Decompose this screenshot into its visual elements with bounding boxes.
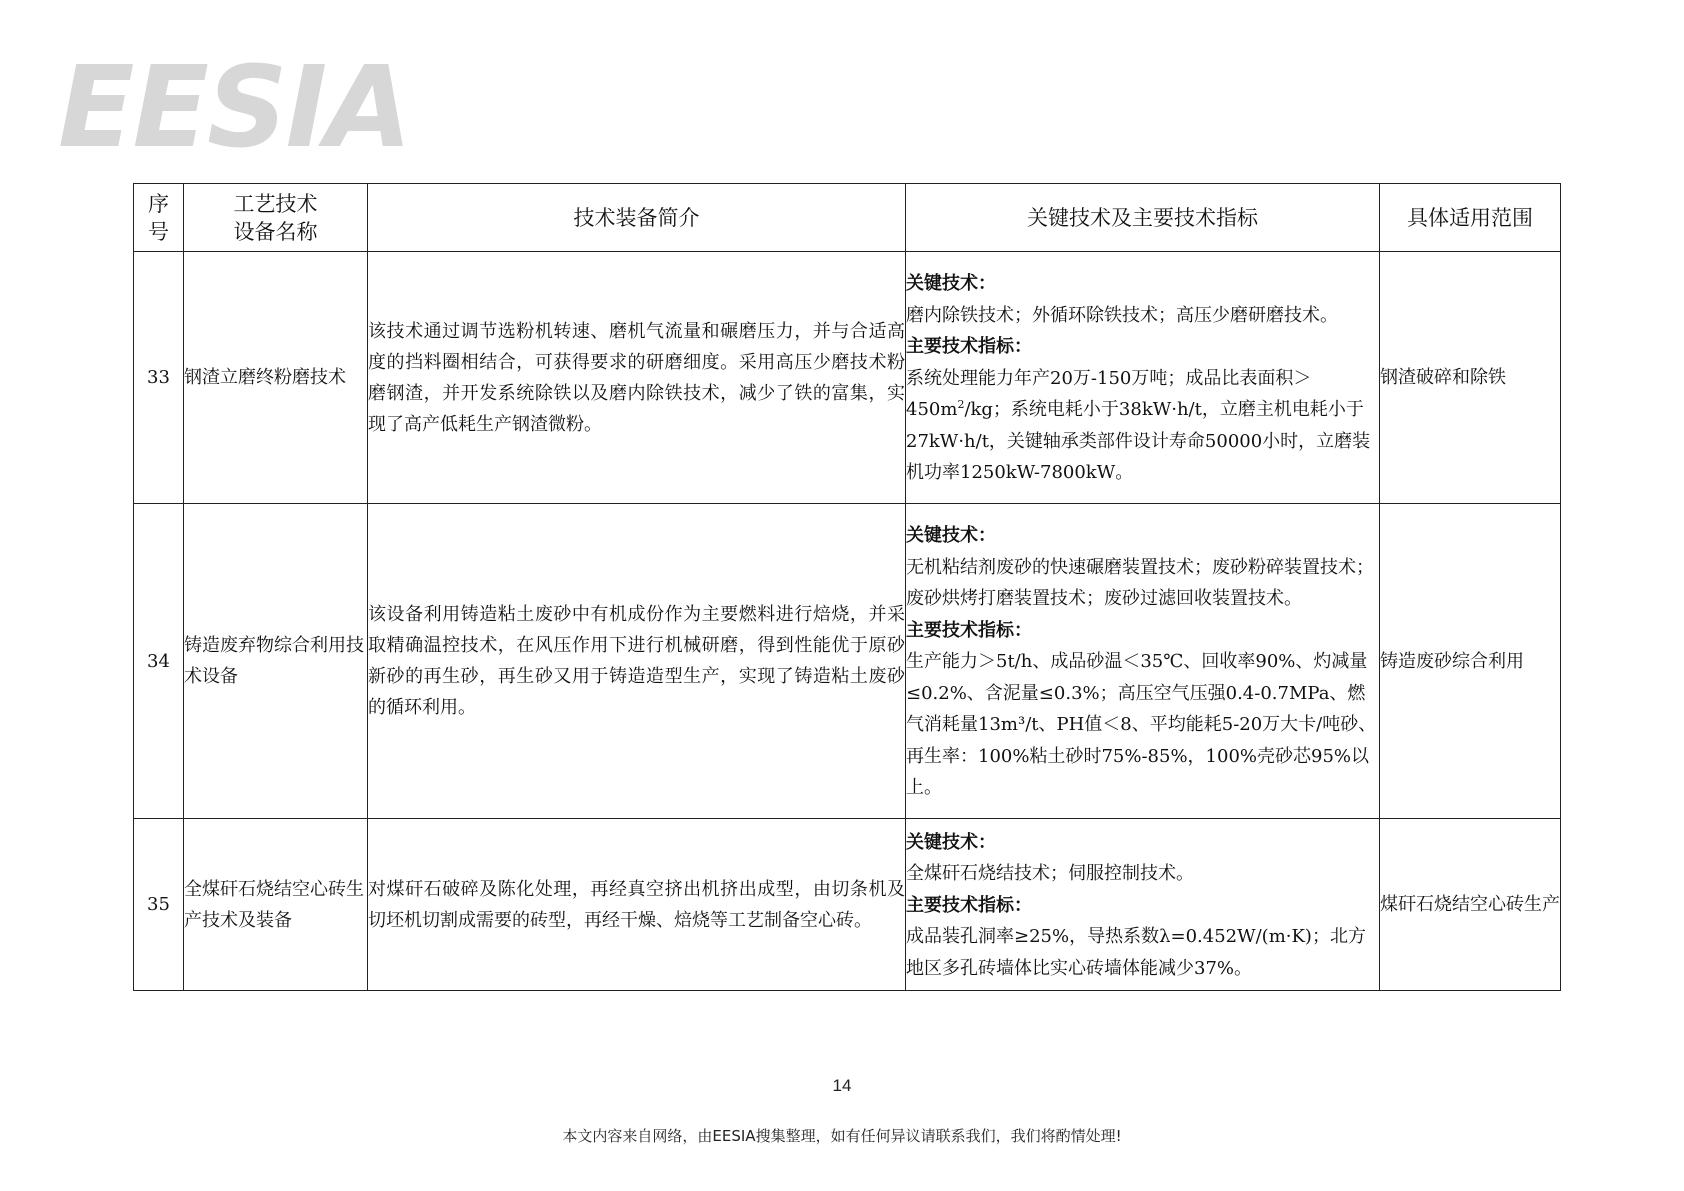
row-name: 全煤矸石烧结空心砖生产技术及装备 [184, 819, 368, 991]
row-intro: 该技术通过调节选粉机转速、磨机气流量和碾磨压力，并与合适高度的挡料圈相结合，可获得要求的研磨细度。采用高压少磨技术粉磨钢渣，并开发系统除铁以及磨内除铁技术，减少了铁的富集，实现了高产低耗生产钢渣微粉。 [368, 252, 906, 504]
technology-table [133, 183, 1561, 991]
page-number: 14 [832, 1076, 852, 1095]
row-intro: 对煤矸石破碎及陈化处理，再经真空挤出机挤出成型，由切条机及切坯机切割成需要的砖型，再经干燥、焙烧等工艺制备空心砖。 [368, 819, 906, 991]
header-name-line1: 工艺技术 [233, 191, 318, 216]
header-scope: 具体适用范围 [1380, 184, 1561, 252]
indicators-text: 成品装孔洞率≥25%，导热系数λ=0.452W/(m·K)；北方地区多孔砖墙体比实心砖墙体能减少37%。 [906, 926, 1366, 979]
row-name: 钢渣立磨终粉磨技术 [184, 252, 368, 504]
table-row [134, 252, 1561, 504]
indicators-label: 主要技术指标： [906, 619, 1032, 641]
table-header-row [134, 184, 1561, 252]
key-tech-label: 关键技术： [906, 273, 996, 295]
indicators-label: 主要技术指标： [906, 336, 1032, 358]
row-number: 34 [134, 504, 184, 819]
indicators-label: 主要技术指标： [906, 894, 1032, 916]
row-key-tech [906, 819, 1380, 991]
row-key-tech [906, 504, 1380, 819]
footer-note: 本文内容来自网络，由EESIA搜集整理，如有任何异议请联系我们，我们将酌情处理! [562, 1127, 1122, 1145]
header-seq [134, 184, 184, 252]
header-name [184, 184, 368, 252]
table-row [134, 819, 1561, 991]
row-scope: 煤矸石烧结空心砖生产 [1380, 819, 1561, 991]
row-name: 铸造废弃物综合利用技术设备 [184, 504, 368, 819]
row-number: 33 [134, 252, 184, 504]
table-row [134, 504, 1561, 819]
key-tech-text: 无机粘结剂废砂的快速碾磨装置技术；废砂粉碎装置技术；废砂烘烤打磨装置技术；废砂过滤回收装置技术。 [906, 556, 1374, 610]
key-tech-label: 关键技术： [906, 831, 996, 853]
indicators-superscript: 2 [957, 398, 965, 412]
header-name-line2: 设备名称 [233, 219, 318, 244]
indicators-part-b: /kg；系统电耗小于38kW·h/t，立磨主机电耗小于27kW·h/t，关键轴承类部件设计寿命50000小时，立磨装机功率1250kW-7800kW。 [906, 399, 1371, 484]
key-tech-text: 磨内除铁技术；外循环除铁技术；高压少磨研磨技术。 [906, 304, 1338, 326]
row-key-tech [906, 252, 1380, 504]
key-tech-label: 关键技术： [906, 525, 996, 547]
indicators-text [906, 363, 1379, 489]
eesia-logo: EESIA [58, 43, 411, 173]
row-intro: 该设备利用铸造粘土废砂中有机成份作为主要燃料进行焙烧，并采取精确温控技术，在风压作用下进行机械研磨，得到性能优于原砂新砂的再生砂，再生砂又用于铸造造型生产，实现了铸造粘土废砂的循环利用。 [368, 504, 906, 819]
indicators-text: 生产能力＞5t/h、成品砂温＜35℃、回收率90%、灼减量≤0.2%、含泥量≤0.3%；高压空气压强0.4-0.7MPa、燃气消耗量13m³/t、PH值＜8、平均能耗5-20万大卡/吨砂、再生率：100%粘土砂时75%-85%，100%壳砂芯95%以上。 [906, 651, 1377, 799]
key-tech-text: 全煤矸石烧结技术；伺服控制技术。 [906, 863, 1194, 885]
row-scope: 钢渣破碎和除铁 [1380, 252, 1561, 504]
header-key: 关键技术及主要技术指标 [906, 184, 1380, 252]
header-seq-label: 序号 [148, 191, 169, 244]
header-intro: 技术装备简介 [368, 184, 906, 252]
indicators-part-a: 系统处理能力年产20万-150万吨；成品比表面积＞450m [906, 367, 1312, 421]
row-number: 35 [134, 819, 184, 991]
row-scope: 铸造废砂综合利用 [1380, 504, 1561, 819]
